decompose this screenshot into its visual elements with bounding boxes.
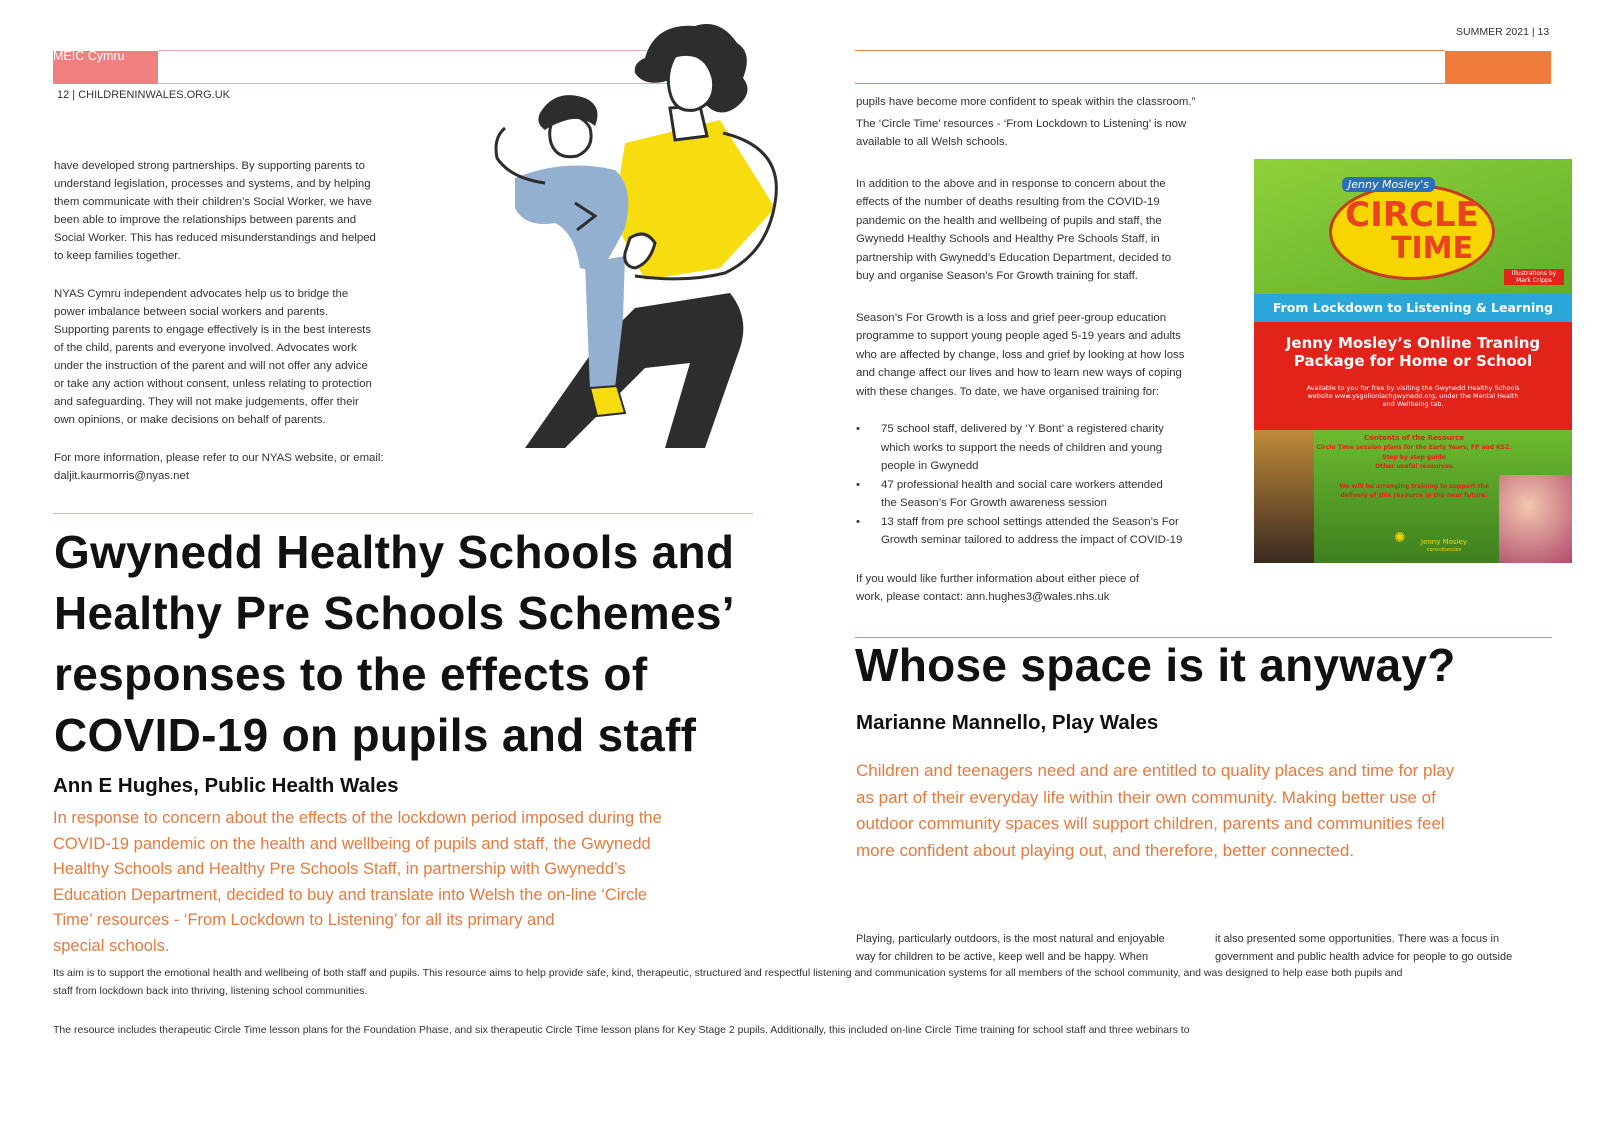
poster-contents-title: Contents of the Resource <box>1363 434 1465 442</box>
text-line: them communicate with their children’s Social Worker, we have <box>54 196 373 208</box>
poster-contents-item: Other useful resources <box>1375 463 1453 470</box>
right-column-text <box>856 93 1236 607</box>
text-line: effects of the number of deaths resulting from the COVID-19 <box>856 196 1160 208</box>
text-line: people in Gwynedd <box>881 460 979 472</box>
poster-illustrator: Illustrations by Mark Cripps <box>1504 269 1564 285</box>
quote-line: pupils have become more confident to speak within the classroom.” <box>856 96 1196 108</box>
gwynedd-body-line-2: staff from lockdown back into thriving, listening school communities. <box>53 985 368 997</box>
page-header-right: SUMMER 2021 | 13 <box>1456 26 1550 38</box>
text-line: Gwynedd Healthy Schools and Healthy Pre Schools Staff, in <box>856 233 1160 245</box>
list-item <box>856 420 1236 476</box>
section-divider-left <box>53 513 753 514</box>
text-line: the Season’s For Growth awareness session <box>881 497 1107 509</box>
title-line: COVID-19 on pupils and staff <box>54 709 697 761</box>
poster-text: website www.ysgolionlachgwynedd.org, under the Mental Health <box>1307 392 1519 400</box>
more-info-paragraph <box>54 449 474 485</box>
text-line: way for children to be active, keep well and be happy. When <box>856 951 1149 963</box>
text-line: who are affected by change, loss and grief by looking at how loss <box>856 348 1185 361</box>
article-title-whose-space: Whose space is it anyway? <box>855 639 1456 691</box>
intro-line: Children and teenagers need and are entitled to quality places and time for play <box>856 761 1455 780</box>
poster-photo-woman <box>1254 430 1314 563</box>
list-item <box>856 513 1236 550</box>
intro-line: more confident about playing out, and therefore, better connected. <box>856 840 1355 860</box>
poster-band: From Lockdown to Listening & Learning <box>1254 294 1572 322</box>
poster-heading: Jenny Mosley’s Online Traning <box>1285 334 1541 352</box>
advocates-paragraph <box>54 285 474 429</box>
poster-logo: Jenny Mosley <box>1421 538 1467 546</box>
title-line: Healthy Pre Schools Schemes’ <box>54 587 735 639</box>
text-line: The ‘Circle Time’ resources - ‘From Lockdown to Listening’ is now <box>856 117 1187 130</box>
title-line: responses to the effects of <box>54 648 648 700</box>
intro-line: Healthy Schools and Healthy Pre Schools Staff, in partnership with Gwynedd’s <box>53 860 626 878</box>
text-line: available to all Welsh schools. <box>856 136 1008 148</box>
text-line: partnership with Gwynedd’s Education Department, decided to <box>856 251 1172 264</box>
text-line: have developed strong partnerships. By supporting parents to <box>54 160 365 172</box>
poster-text: and Wellbeing tab. <box>1382 400 1444 408</box>
text-line: and change affect our lives and how to learn new ways of coping <box>856 367 1182 379</box>
text-line: power imbalance between social workers and parents. <box>54 306 329 318</box>
poster-logo-sub: consultancies <box>1426 547 1462 553</box>
intro-line: as part of their everyday life within their own community. Making better use of <box>856 787 1436 807</box>
org-tab-label: MEIC Cymru <box>53 49 125 63</box>
poster-brand: Jenny Mosley's <box>1342 177 1435 192</box>
text-line: Supporting parents to engage effectively is in the best interests <box>54 324 372 336</box>
parent-carrying-child-illustration <box>485 18 805 453</box>
gwynedd-body-line-3: The resource includes therapeutic Circle Time lesson plans for the Foundation Phase, and six therapeutic Circle Time lesson plans for Key Stage 2 pupils. Additionally, this included on-line Circle Time training for school staff and three webinars to <box>53 1024 1190 1036</box>
poster-bottom <box>1254 430 1572 563</box>
poster-logo-star: ✺ <box>1394 530 1406 546</box>
article-title-gwynedd <box>54 522 735 766</box>
text-line: If you would like further information about either piece of <box>856 572 1140 585</box>
text-line: For more information, please refer to our NYAS website, or email: <box>54 452 384 464</box>
text-line: and safeguarding. They will not make judgements, offer their <box>54 396 359 408</box>
intro-line: In response to concern about the effects of the lockdown period imposed during the <box>53 809 662 827</box>
poster-title-time: TIME <box>1391 231 1473 266</box>
article2-byline: Marianne Mannello, Play Wales <box>856 711 1159 734</box>
text-line: to keep families together. <box>54 250 181 262</box>
intro-line: outdoor community spaces will support children, parents and communities feel <box>856 814 1445 833</box>
text-line: of the child, parents and everyone involved. Advocates work <box>54 342 357 354</box>
text-line: which works to support the needs of children and young <box>881 441 1163 454</box>
article-byline: Ann E Hughes, Public Health Wales <box>53 774 399 797</box>
article2-column-1 <box>856 930 1165 966</box>
text-line: been able to improve the relationships between parents and <box>54 214 357 226</box>
text-line: government and public health advice for people to go outside <box>1215 951 1513 963</box>
text-line: with these changes. To date, we have organised training for: <box>856 385 1160 398</box>
orange-tab <box>1445 51 1551 84</box>
intro-line: COVID-19 pandemic on the health and wellbeing of pupils and staff, the Gwynedd <box>53 834 651 853</box>
poster-note: delivery of this resource in the near future. <box>1340 492 1488 499</box>
text-line: buy and organise Season’s For Growth training for staff. <box>856 270 1138 282</box>
text-line: • 13 staff from pre school settings attended the Season’s For <box>881 515 1179 528</box>
training-list <box>856 420 1236 550</box>
text-line: own opinions, or make decisions on behalf of parents. <box>54 414 326 426</box>
text-line: • 47 professional health and social care workers attended <box>881 478 1163 491</box>
poster-red-panel <box>1254 322 1572 430</box>
header-rule-right-bottom <box>855 83 1445 84</box>
article2-column-2 <box>1215 930 1512 966</box>
list-item <box>856 476 1236 513</box>
text-line: Social Worker. This has reduced misunderstandings and helped <box>54 232 376 244</box>
text-line: under the instruction of the parent and will not offer any advice <box>54 360 368 372</box>
text-line: Playing, particularly outdoors, is the most natural and enjoyable <box>856 933 1165 945</box>
title-line: Gwynedd Healthy Schools and <box>54 526 735 578</box>
text-line: understand legislation, processes and systems, and by helping <box>54 178 371 190</box>
article2-intro <box>856 758 1454 864</box>
text-line: or take any action without consent, unless relating to protection <box>54 378 372 390</box>
page-footer-left: 12 | CHILDRENINWALES.ORG.UK <box>57 89 230 101</box>
poster-note: We will be arranging training to support the <box>1339 483 1489 490</box>
text-line: • 75 school staff, delivered by ‘Y Bont’ a registered charity <box>881 423 1164 435</box>
poster-contents-item: Step by step guide <box>1382 454 1446 461</box>
gwynedd-body-line-1: Its aim is to support the emotional health and wellbeing of both staff and pupils. This resource aims to help provide safe, kind, therapeutic, structured and respectful listening and communication systems for all members of the school community, and was designed to help ease both pupils and <box>53 964 1402 982</box>
intro-line: Education Department, decided to buy and translate into Welsh the on-line ‘Circle <box>53 885 648 904</box>
article-intro <box>53 806 662 959</box>
text-line: it also presented some opportunities. There was a focus in <box>1215 933 1500 945</box>
poster-contents-item: Circle Time session plans for the Early Years, FP and KS2. <box>1316 444 1512 451</box>
text-line: NYAS Cymru independent advocates help us to bridge the <box>54 288 349 300</box>
text-line: pandemic on the health and wellbeing of pupils and staff, the <box>856 214 1162 227</box>
poster-heading: Package for Home or School <box>1293 352 1533 370</box>
intro-line: special schools. <box>53 936 170 955</box>
poster-title-circle: CIRCLE <box>1345 195 1479 235</box>
partnership-paragraph <box>54 157 474 265</box>
text-line: programme to support young people aged 5-19 years and adults <box>856 330 1181 342</box>
text-line: Season’s For Growth is a loss and grief peer-group education <box>856 311 1167 324</box>
left-intro-paragraphs <box>54 157 474 505</box>
text-line: Growth seminar tailored to address the impact of COVID-19 <box>881 534 1183 546</box>
poster-top <box>1254 159 1572 294</box>
contact-email[interactable]: work, please contact: ann.hughes3@wales.nhs.uk <box>856 591 1110 603</box>
circle-time-poster <box>1254 159 1572 563</box>
poster-text: Available to you for free by visiting the Gwynedd Healthy Schools <box>1306 384 1520 392</box>
intro-line: Time’ resources - ‘From Lockdown to Listening’ for all its primary and <box>53 911 555 929</box>
header-rule-right <box>855 50 1445 51</box>
email-link[interactable]: daljit.kaurmorris@nyas.net <box>54 470 190 482</box>
meic-cymru-tab <box>53 51 158 84</box>
text-line: In addition to the above and in response to concern about the <box>856 177 1166 190</box>
